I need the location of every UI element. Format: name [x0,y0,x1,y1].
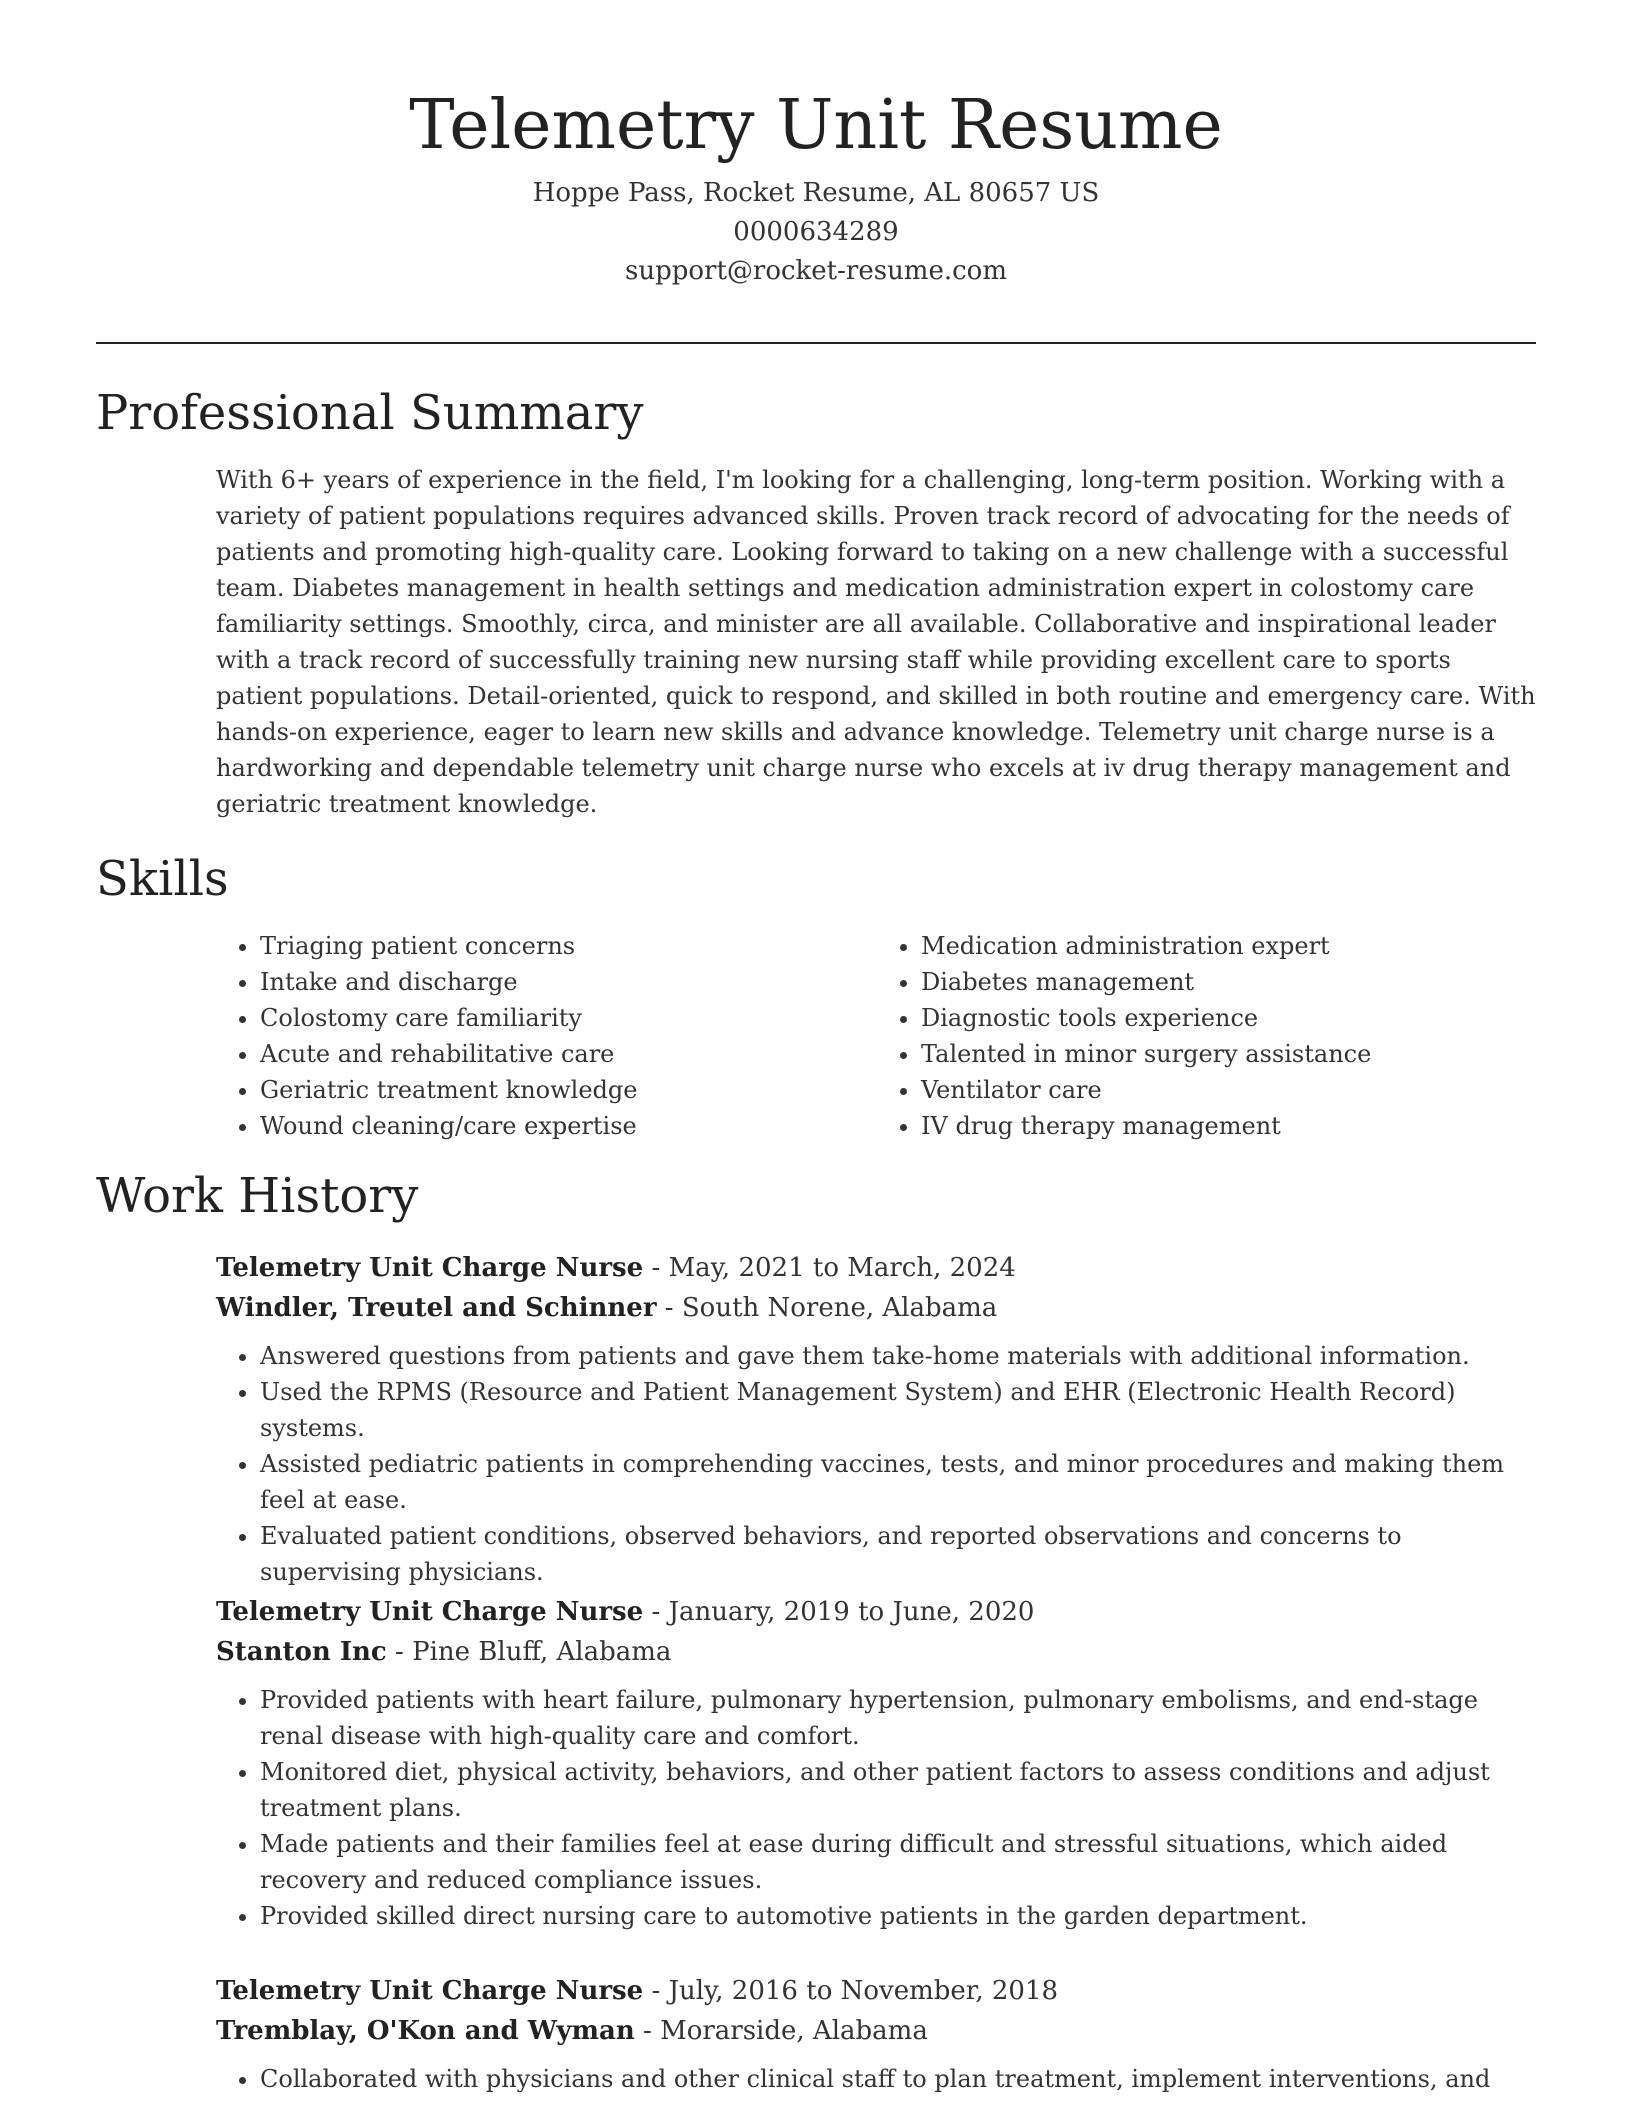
job-title-line: Telemetry Unit Charge Nurse - May, 2021 to March, 2024 [216,1253,1016,1283]
job-bullet: • Monitored diet, physical activity, behaviors, and other patient factors to assess conditions and adjust treatment plans. [260,1754,1538,1826]
job-dates: January, 2019 to June, 2020 [668,1597,1035,1627]
skill-item: • Medication administration expert [921,928,1538,964]
contact-phone: 0000634289 [733,217,899,247]
job-employer: Tremblay, O'Kon and Wyman [216,2016,635,2046]
skill-item: • Ventilator care [921,1072,1538,1108]
job-employer: Windler, Treutel and Schinner [216,1293,657,1323]
skill-item: • Talented in minor surgery assistance [921,1036,1538,1072]
job-dates: May, 2021 to March, 2024 [668,1253,1016,1283]
job-bullet: • Assisted pediatric patients in comprehending vaccines, tests, and minor procedures and making them feel at ease. [260,1446,1538,1518]
skill-item: • Diagnostic tools experience [921,1000,1538,1036]
job-bullet: • Answered questions from patients and gave them take-home materials with additional information. [260,1338,1538,1374]
section-title-summary: Professional Summary [96,385,644,441]
skill-item: • Colostomy care familiarity [260,1000,877,1036]
skills-list [216,928,1538,1144]
summary-text: With 6+ years of experience in the field, I'm looking for a challenging, long-term position. Working with a variety of patient populations requires advanced skills. Proven track record of advocating for the needs of patients and promoting high-quality care. Looking forward to taking on a new challenge with a successful team. Diabetes management in health settings and medication administration expert in colostomy care familiarity settings. Smoothly, circa, and minister are all available. Collaborative and inspirational leader with a track record of successfully training new nursing staff while providing excellent care to sports patient populations. Detail-oriented, quick to respond, and skilled in both routine and emergency care. With hands-on experience, eager to learn new skills and advance knowledge. Telemetry unit charge nurse is a hardworking and dependable telemetry unit charge nurse who excels at iv drug therapy management and geriatric treatment knowledge. [216,466,1536,818]
job-bullet: • Made patients and their families feel at ease during difficult and stressful situations, which aided recovery and reduced compliance issues. [260,1826,1538,1898]
job-title: Telemetry Unit Charge Nurse [216,1976,644,2006]
skills-column-right [877,928,1538,1144]
job-bullet: • Evaluated patient conditions, observed behaviors, and reported observations and concerns to supervising physicians. [260,1518,1538,1590]
section-title-skills: Skills [96,851,229,907]
job-entry [216,1971,1538,2097]
job-entry [216,1248,1538,1590]
job-bullet: • Used the RPMS (Resource and Patient Management System) and EHR (Electronic Health Record) systems. [260,1374,1538,1446]
job-title-line: Telemetry Unit Charge Nurse - January, 2019 to June, 2020 [216,1597,1035,1627]
section-title-work-history: Work History [96,1168,419,1224]
skills-column-left [216,928,877,1144]
contact-email: support@rocket-resume.com [624,256,1007,286]
job-employer-line: Stanton Inc - Pine Bluff, Alabama [216,1637,672,1667]
job-title: Telemetry Unit Charge Nurse [216,1253,644,1283]
job-bullets [216,1682,1538,1934]
job-title-line: Telemetry Unit Charge Nurse - July, 2016 to November, 2018 [216,1976,1059,2006]
job-bullets [216,1338,1538,1590]
job-bullet: • Provided skilled direct nursing care to automotive patients in the garden department. [260,1898,1538,1934]
job-employer-line: Windler, Treutel and Schinner - South Norene, Alabama [216,1293,998,1323]
skill-item: • Intake and discharge [260,964,877,1000]
job-bullets [216,2061,1538,2097]
job-bullet: • Collaborated with physicians and other clinical staff to plan treatment, implement interventions, and [260,2061,1538,2097]
job-employer-line: Tremblay, O'Kon and Wyman - Morarside, Alabama [216,2016,928,2046]
job-title: Telemetry Unit Charge Nurse [216,1597,644,1627]
skill-item: • Acute and rehabilitative care [260,1036,877,1072]
job-employer: Stanton Inc [216,1637,387,1667]
resume-header [0,78,1632,291]
job-dates: July, 2016 to November, 2018 [668,1976,1059,2006]
skill-item: • IV drug therapy management [921,1108,1538,1144]
job-location: Morarside, Alabama [660,2016,928,2046]
skill-item: • Wound cleaning/care expertise [260,1108,877,1144]
skill-item: • Geriatric treatment knowledge [260,1072,877,1108]
skill-item: • Triaging patient concerns [260,928,877,964]
job-location: Pine Bluff, Alabama [412,1637,672,1667]
header-divider [96,342,1536,344]
job-entry [216,1592,1538,1934]
job-bullet: • Provided patients with heart failure, pulmonary hypertension, pulmonary embolisms, and end-stage renal disease with high-quality care and comfort. [260,1682,1538,1754]
contact-address: Hoppe Pass, Rocket Resume, AL 80657 US [532,178,1100,208]
skill-item: • Diabetes management [921,964,1538,1000]
job-location: South Norene, Alabama [681,1293,998,1323]
resume-title: Telemetry Unit Resume [409,86,1223,165]
